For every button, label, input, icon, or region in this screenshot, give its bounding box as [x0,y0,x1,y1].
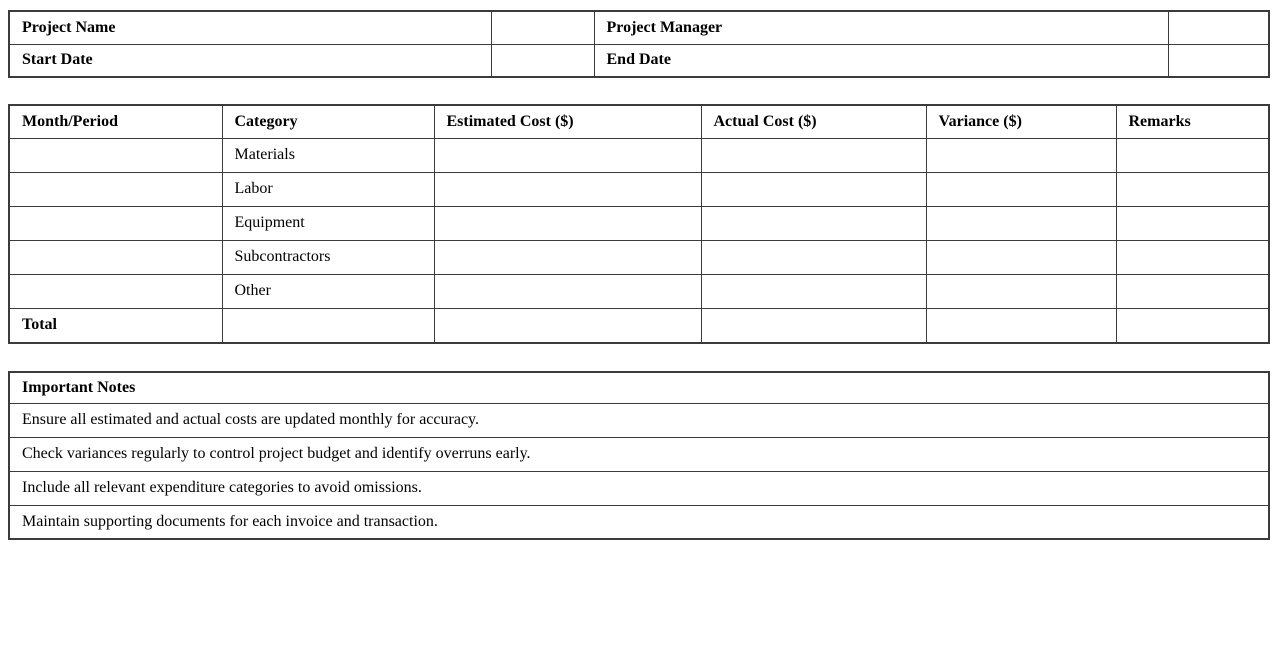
column-header-estimated-cost: Estimated Cost ($) [434,105,701,138]
column-header-remarks: Remarks [1116,105,1269,138]
actual-cost-cell[interactable] [701,206,926,240]
note-item: Check variances regularly to control project budget and identify overruns early. [9,437,1269,471]
category-cell: Subcontractors [222,240,434,274]
month-cell[interactable] [9,138,222,172]
important-notes-table [8,371,1270,540]
actual-cost-cell[interactable] [701,138,926,172]
table-row [9,403,1269,437]
variance-cell[interactable] [926,274,1116,308]
table-row [9,11,1269,44]
end-date-value-cell[interactable] [1168,44,1269,77]
variance-cell[interactable] [926,172,1116,206]
category-cell: Materials [222,138,434,172]
column-header-month-period: Month/Period [9,105,222,138]
note-item: Maintain supporting documents for each invoice and transaction. [9,505,1269,539]
variance-cell[interactable] [926,138,1116,172]
notes-title-row [9,372,1269,403]
estimated-cost-cell[interactable] [434,206,701,240]
table-row [9,240,1269,274]
project-info-table [8,10,1270,78]
remarks-cell[interactable] [1116,274,1269,308]
table-row [9,437,1269,471]
project-name-value-cell[interactable] [491,11,594,44]
remarks-cell[interactable] [1116,138,1269,172]
total-actual-cost-cell[interactable] [701,308,926,343]
project-manager-value-cell[interactable] [1168,11,1269,44]
total-remarks-cell[interactable] [1116,308,1269,343]
total-label: Total [9,308,222,343]
total-variance-cell[interactable] [926,308,1116,343]
column-header-actual-cost: Actual Cost ($) [701,105,926,138]
table-row [9,172,1269,206]
category-cell: Equipment [222,206,434,240]
end-date-label: End Date [594,44,1168,77]
budget-header-row [9,105,1269,138]
start-date-value-cell[interactable] [491,44,594,77]
column-header-variance: Variance ($) [926,105,1116,138]
table-row [9,206,1269,240]
notes-title: Important Notes [9,372,1269,403]
variance-cell[interactable] [926,206,1116,240]
category-cell: Labor [222,172,434,206]
note-item: Include all relevant expenditure categories to avoid omissions. [9,471,1269,505]
table-row [9,505,1269,539]
project-manager-label: Project Manager [594,11,1168,44]
estimated-cost-cell[interactable] [434,138,701,172]
actual-cost-cell[interactable] [701,240,926,274]
budget-table [8,104,1270,344]
total-category-cell [222,308,434,343]
estimated-cost-cell[interactable] [434,240,701,274]
column-header-category: Category [222,105,434,138]
table-row [9,274,1269,308]
total-estimated-cost-cell[interactable] [434,308,701,343]
month-cell[interactable] [9,206,222,240]
estimated-cost-cell[interactable] [434,274,701,308]
actual-cost-cell[interactable] [701,172,926,206]
month-cell[interactable] [9,274,222,308]
remarks-cell[interactable] [1116,172,1269,206]
table-row [9,138,1269,172]
note-item: Ensure all estimated and actual costs are updated monthly for accuracy. [9,403,1269,437]
table-row [9,471,1269,505]
remarks-cell[interactable] [1116,206,1269,240]
month-cell[interactable] [9,172,222,206]
month-cell[interactable] [9,240,222,274]
table-row [9,44,1269,77]
remarks-cell[interactable] [1116,240,1269,274]
category-cell: Other [222,274,434,308]
project-name-label: Project Name [9,11,491,44]
actual-cost-cell[interactable] [701,274,926,308]
variance-cell[interactable] [926,240,1116,274]
total-row [9,308,1269,343]
estimated-cost-cell[interactable] [434,172,701,206]
start-date-label: Start Date [9,44,491,77]
